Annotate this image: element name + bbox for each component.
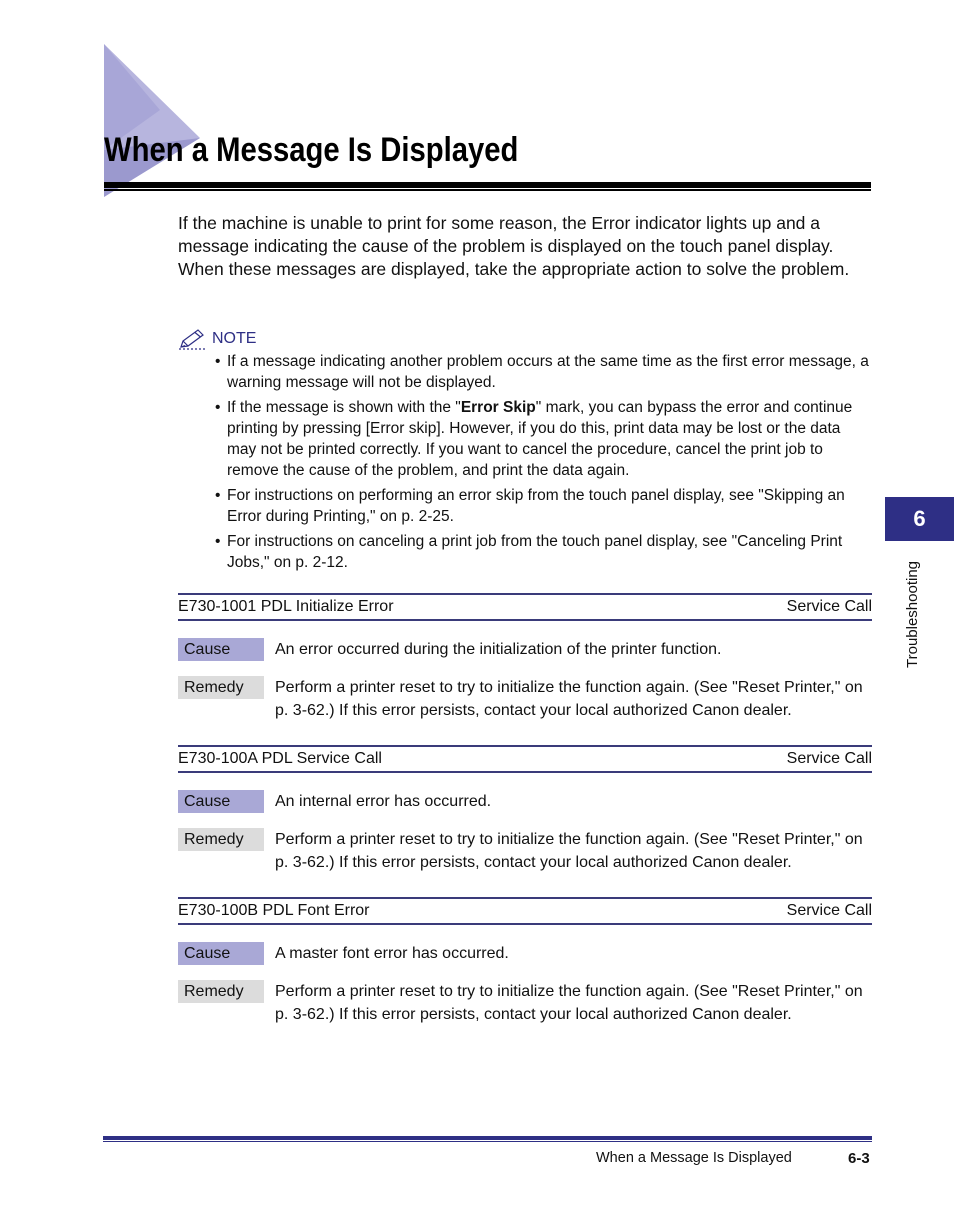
pencil-icon — [178, 328, 206, 350]
intro-paragraph: If the machine is unable to print for some reason, the Error indicator lights up and a message indicating the cause of the problem is displayed on the touch panel display. When these messages are displayed, take the appropriate action to solve the problem. — [178, 213, 850, 279]
footer-rule — [103, 1136, 872, 1140]
chapter-side-label: Troubleshooting — [904, 560, 921, 668]
note-label: NOTE — [212, 330, 257, 347]
error-skip-term: Error Skip — [460, 399, 536, 416]
cause-tag: Cause — [178, 942, 264, 965]
error-type: Service Call — [786, 750, 872, 767]
cause-text: An error occurred during the initialization of the printer function. — [275, 641, 722, 658]
page-number: 6-3 — [848, 1150, 870, 1167]
error-code: E730-100A PDL Service Call — [178, 750, 382, 767]
remedy-tag: Remedy — [178, 828, 264, 851]
remedy-text: Perform a printer reset to try to initialize the function again. (See "Reset Printer," on p. 3-62.) If this error persists, contact your local authorized Canon dealer. — [275, 831, 863, 871]
cause-tag: Cause — [178, 638, 264, 661]
title-rule — [104, 182, 871, 188]
error-entry — [178, 593, 872, 719]
error-header — [178, 593, 872, 621]
error-header — [178, 897, 872, 925]
error-code: E730-100B PDL Font Error — [178, 902, 370, 919]
cause-text: An internal error has occurred. — [275, 793, 492, 810]
remedy-text: Perform a printer reset to try to initialize the function again. (See "Reset Printer," on p. 3-62.) If this error persists, contact your local authorized Canon dealer. — [275, 679, 863, 719]
error-type: Service Call — [786, 902, 872, 919]
note-header — [178, 328, 256, 350]
remedy-tag: Remedy — [178, 980, 264, 1003]
page-title: When a Message Is Displayed — [104, 131, 519, 169]
error-header — [178, 745, 872, 773]
footer-title: When a Message Is Displayed — [596, 1150, 792, 1166]
error-entry — [178, 745, 872, 871]
note-bullet: • For instructions on canceling a print job from the touch panel display, see "Canceling Print Jobs," on p. 2-12. — [215, 533, 843, 571]
cause-tag: Cause — [178, 790, 264, 813]
error-code: E730-1001 PDL Initialize Error — [178, 598, 394, 615]
note-bullet: • If the message is shown with the "Error Skip" mark, you can bypass the error and continue printing by pressing [Error skip]. However, if you do this, print data may be lost or the data may not be printed correctly. If you want to cancel the procedure, cancel the print job to remove the cause of the problem, and print the data again. — [215, 399, 853, 479]
error-entry — [178, 897, 872, 1023]
error-type: Service Call — [786, 598, 872, 615]
remedy-tag: Remedy — [178, 676, 264, 699]
note-bullet: • If a message indicating another problem occurs at the same time as the first error message, a warning message will not be displayed. — [215, 353, 869, 391]
cause-text: A master font error has occurred. — [275, 945, 509, 962]
title-rule-thin — [104, 189, 871, 191]
note-bullets — [215, 351, 871, 577]
footer-rule-thin — [103, 1141, 872, 1142]
remedy-text: Perform a printer reset to try to initialize the function again. (See "Reset Printer," on p. 3-62.) If this error persists, contact your local authorized Canon dealer. — [275, 983, 863, 1023]
chapter-tab: 6 — [885, 497, 954, 541]
note-bullet: • For instructions on performing an error skip from the touch panel display, see "Skipping an Error during Printing," on p. 2-25. — [215, 487, 845, 525]
